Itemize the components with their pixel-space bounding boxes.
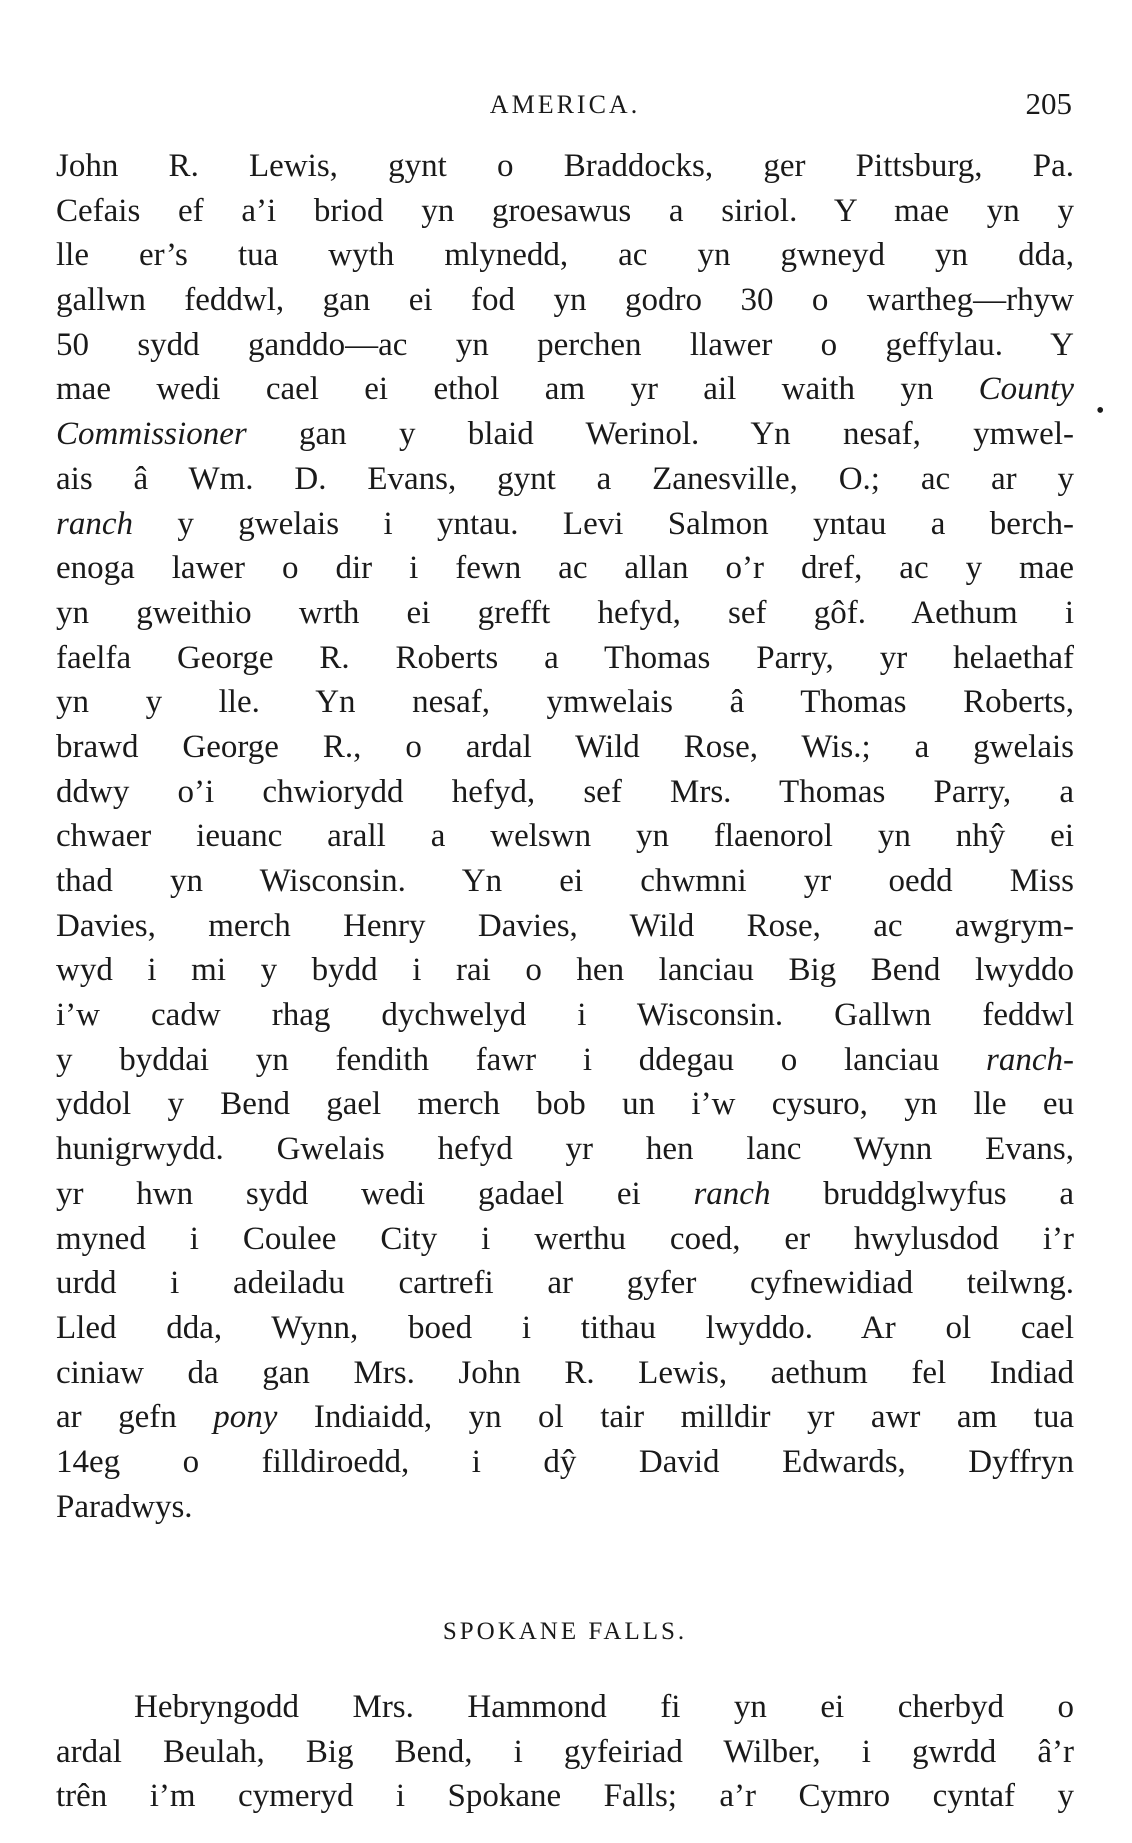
italic-term: ranch [56,505,133,542]
text-line: 14eg o filldiroedd, i dŷ David Edwards, Dyffryn [56,1443,1074,1480]
section-heading: SPOKANE FALLS. [442,1618,688,1645]
text-line: yn gweithio wrth ei grefft hefyd, sef gôf. Aethum i [56,594,1074,631]
text-line: myned i Coulee City i werthu coed, er hwylusdod i’r [56,1220,1074,1257]
page-number: 205 [1025,86,1072,121]
text-line: Cefais ef a’i briod yn groesawus a siriol. Y mae yn y [56,192,1074,229]
text-line: yddol y Bend gael merch bob un i’w cysuro, yn lle eu [56,1086,1074,1123]
text-line: faelfa George R. Roberts a Thomas Parry, yr helaethaf [56,639,1074,676]
text-line: mae wedi cael ei ethol am yr ail waith yn County [56,371,1074,408]
italic-term: pony [213,1399,278,1436]
text-line: yr hwn sydd wedi gadael ei ranch bruddglwyfus a [56,1175,1074,1212]
text-line: ciniaw da gan Mrs. John R. Lewis, aethum fel Indiad [56,1354,1074,1391]
italic-term: ranch- [986,1041,1074,1078]
text-line: John R. Lewis, gynt o Braddocks, ger Pittsburg, Pa. [56,148,1074,184]
text-line: brawd George R., o ardal Wild Rose, Wis.; a gwelais [56,728,1074,765]
text-line: yn y lle. Yn nesaf, ymwelais â Thomas Roberts, [56,684,1074,721]
text-line: lle er’s tua wyth mlynedd, ac yn gwneyd yn dda, [56,237,1074,274]
text-line: 50 sydd ganddo—ac yn perchen llawer o geffylau. Y [56,326,1074,363]
italic-term: County [978,371,1074,408]
running-title: AMERICA. [489,90,641,119]
text-line: Commissioner gan y blaid Werinol. Yn nesaf, ymwel- [56,416,1074,453]
text-line: ranch y gwelais i yntau. Levi Salmon yntau a berch- [56,505,1074,542]
margin-mark: • [1096,398,1105,424]
text-line: Lled dda, Wynn, boed i tithau lwyddo. Ar ol cael [56,1309,1074,1346]
text-line: Hebryngodd Mrs. Hammond fi yn ei cherbyd o [134,1689,1074,1725]
italic-term: ranch [693,1175,771,1212]
text-line: Paradwys. [56,1488,193,1525]
text-line: wyd i mi y bydd i rai o hen lanciau Big Bend lwyddo [56,952,1074,989]
text-line: ais â Wm. D. Evans, gynt a Zanesville, O.; ac ar y [56,460,1074,497]
italic-term: Commissioner [56,416,247,453]
text-line: hunigrwydd. Gwelais hefyd yr hen lanc Wynn Evans, [56,1131,1074,1168]
paragraph-1 [56,144,1074,1529]
text-line: chwaer ieuanc arall a welswn yn flaenorol yn nhŷ ei [56,818,1074,855]
text-line: i’w cadw rhag dychwelyd i Wisconsin. Gallwn feddwl [56,997,1074,1034]
text-line: gallwn feddwl, gan ei fod yn godro 30 o wartheg—rhyw [56,282,1074,319]
text-line: ar gefn pony Indiaidd, yn ol tair milldir yr awr am tua [56,1399,1074,1436]
text-line: Davies, merch Henry Davies, Wild Rose, ac awgrym- [56,907,1074,944]
text-line: y byddai yn fendith fawr i ddegau o lanciau ranch- [56,1041,1074,1078]
paragraph-2 [56,1685,1074,1819]
text-line: ardal Beulah, Big Bend, i gyfeiriad Wilber, i gwrdd â’r [56,1733,1074,1770]
text-line: thad yn Wisconsin. Yn ei chwmni yr oedd Miss [56,863,1074,899]
text-line: enoga lawer o dir i fewn ac allan o’r dref, ac y mae [56,550,1074,587]
text-line: trên i’m cymeryd i Spokane Falls; a’r Cymro cyntaf y [56,1778,1074,1815]
running-head [56,86,1074,126]
text-line: ddwy o’i chwiorydd hefyd, sef Mrs. Thomas Parry, a [56,773,1074,810]
text-line: urdd i adeiladu cartrefi ar gyfer cyfnewidiad teilwng. [56,1265,1074,1302]
